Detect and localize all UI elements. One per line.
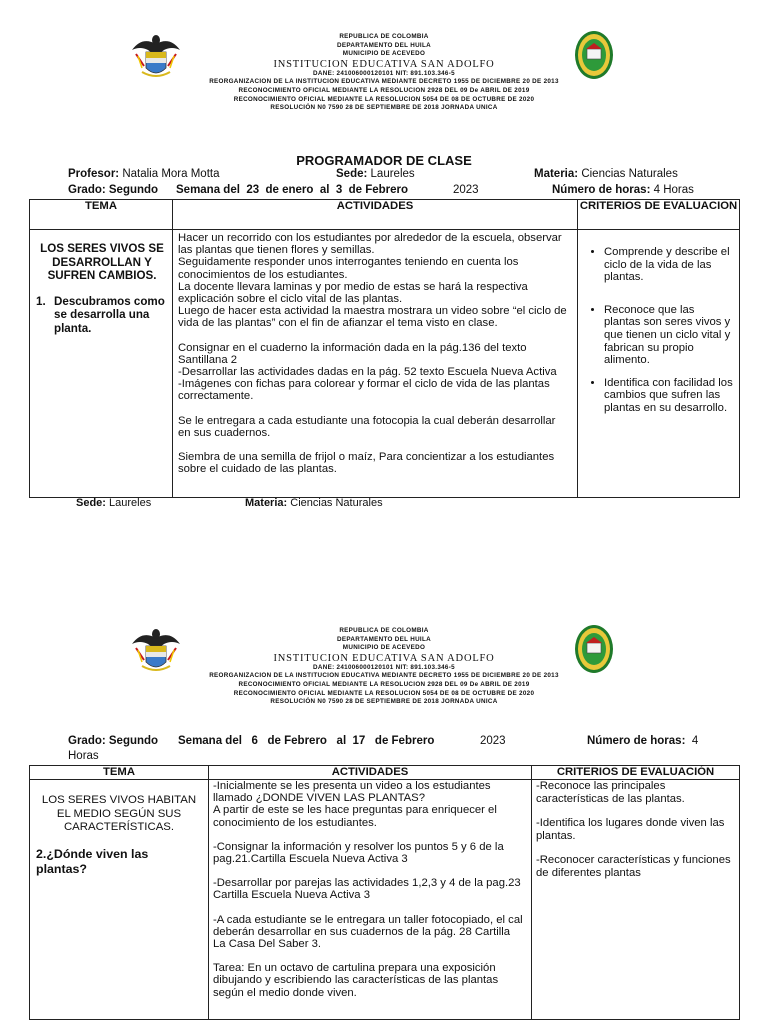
semana-al: al	[319, 184, 330, 196]
criterio-item: -Reconoce las principales características de las plantas.	[536, 780, 685, 805]
resolution-line: RESOLUCIÓN N0 7590 28 DE SEPTIEMBRE DE 2018 JORNADA UNICA	[270, 698, 498, 706]
institution-name: INSTITUCION EDUCATIVA SAN ADOLFO	[273, 652, 495, 664]
horas-value: 4 Horas	[653, 184, 694, 196]
year: 2023	[480, 735, 506, 747]
teacher-info	[68, 168, 219, 180]
actividades-cell	[173, 230, 578, 498]
resolution-line: RECONOCIMIENTO OFICIAL MEDIANTE LA RESOLUCION 5054 DE 08 DE OCTUBRE DE 2020	[233, 689, 535, 697]
semana-label: Semana del	[176, 184, 240, 196]
semana-month-start: de enero	[265, 184, 314, 196]
resolution-line: RECONOCIMIENTO OFICIAL MEDIANTE LA RESOLUCION 5054 DE 08 DE OCTUBRE DE 2020	[233, 95, 535, 103]
actividad-text: -Inicialmente se les presenta un video a los estudiantes llamado ¿DONDE VIVEN LAS PLANTAS?	[213, 780, 491, 805]
actividad-text: A partir de este se les hace preguntas para enriquecer el conocimiento de los estudiantes.	[213, 804, 497, 829]
resolution-line: REORGANIZACION DE LA INSTITUCION EDUCATIVA MEDIANTE DECRETO 1955 DE DICIEMBRE 20 DE 2013	[209, 672, 559, 680]
semana-range	[176, 184, 408, 196]
footer-materia	[245, 497, 383, 509]
horas-value: 4	[691, 735, 699, 747]
sede-label: Sede:	[336, 168, 368, 180]
tema-item-text: Descubramos como se desarrolla una planta.	[54, 294, 165, 335]
criterio-item: -Identifica los lugares donde viven las plantas.	[536, 817, 725, 842]
grado: Grado: Segundo	[68, 184, 159, 196]
actividad-text: Hacer un recorrido con los estudiantes por alrededor de la escuela, observar las plantas que tienen flores y semillas.	[178, 232, 562, 257]
sede-info	[336, 168, 415, 180]
actividad-text: Siembra de una semilla de frijol o maíz, Para concientizar a los estudiantes sobre el cuidado de las plantas.	[178, 451, 555, 476]
col-header-criterios: CRITERIOS DE EVALUACIÓN	[532, 766, 740, 780]
actividades-cell	[209, 780, 532, 1020]
header-line: MUNICIPIO DE ACEVEDO	[342, 50, 426, 58]
institution-name: INSTITUCION EDUCATIVA SAN ADOLFO	[273, 58, 495, 70]
horas-label: Número de horas:	[552, 184, 651, 196]
profesor-label: Profesor:	[68, 168, 120, 180]
tema-item	[36, 295, 168, 336]
criterios-cell	[532, 780, 740, 1020]
materia-label: Materia:	[534, 168, 579, 180]
footer-sede-label: Sede:	[76, 497, 106, 509]
plan-table	[29, 199, 740, 498]
col-header-actividades: ACTIVIDADES	[173, 200, 578, 230]
col-header-criterios: CRITERIOS DE EVALUACION	[578, 200, 740, 230]
semana-label: Semana del	[178, 735, 242, 747]
footer-sede	[76, 497, 151, 509]
semana-day-end: 17	[352, 735, 366, 747]
horas-info	[587, 735, 698, 747]
criterio-item: • Identifica con facilidad los cambios que sufren las plantas en su desarrollo.	[604, 377, 733, 415]
semana-month-end: de Febrero	[348, 184, 409, 196]
semana-month-end: de Febrero	[374, 735, 435, 747]
materia-info	[534, 168, 678, 180]
semana-al: al	[336, 735, 347, 747]
sede-value: Laureles	[370, 168, 415, 180]
semana-day-end: 3	[335, 184, 343, 196]
criterio-item: • Reconoce que las plantas son seres vivos y que tienen un ciclo vital y fabrican su propio alimento.	[604, 304, 733, 367]
profesor-name: Natalia Mora Motta	[122, 168, 220, 180]
semana-day-start: 6	[251, 735, 258, 747]
tema-title: LOS SERES VIVOS SE DESARROLLAN Y SUFREN CAMBIOS.	[40, 242, 164, 282]
col-header-actividades: ACTIVIDADES	[209, 766, 532, 780]
grado: Grado: Segundo	[68, 735, 159, 747]
semana-month-start: de Febrero	[267, 735, 327, 747]
tema-title: LOS SERES VIVOS HABITAN EL MEDIO SEGÚN SUS CARACTERÍSTICAS.	[41, 794, 197, 833]
footer-materia-value: Ciencias Naturales	[290, 497, 383, 509]
actividad-text: -Desarrollar por parejas las actividades 1,2,3 y 4 de la pag.23 Cartilla Escuela Nueva Activa 3	[213, 877, 521, 902]
horas-label: Número de horas:	[587, 735, 686, 747]
dane-nit: DANE: 241006000120101 NIT: 891.103.346-5	[313, 663, 455, 671]
actividad-text: Luego de hacer esta actividad la maestra mostrara un video sobre “el ciclo de vida de las plantas” con el fin de afianzar el tema visto en clase.	[178, 305, 567, 330]
tema-cell	[30, 230, 173, 498]
actividad-text: La docente llevara laminas y por medio de estas se hará la respectiva explicación sobre el ciclo vital de las plantas.	[178, 280, 528, 306]
dane-nit: DANE: 241006000120101 NIT: 891.103.346-5	[313, 69, 455, 77]
year: 2023	[453, 184, 479, 196]
semana-day-start: 23	[246, 184, 260, 196]
resolution-line: RECONOCIMIENTO OFICIAL MEDIANTE LA RESOLUCION 2928 DEL 09 De ABRIL DE 2019	[238, 86, 530, 94]
header-line: DEPARTAMENTO DEL HUILA	[337, 635, 431, 643]
page-title: PROGRAMADOR DE CLASE	[296, 153, 472, 168]
col-header-tema: TEMA	[30, 200, 173, 230]
semana-range	[178, 735, 434, 747]
actividad-text: -Imágenes con fichas para colorear y formar el ciclo de vida de las plantas correctamente.	[178, 378, 550, 403]
resolution-line: RECONOCIMIENTO OFICIAL MEDIANTE LA RESOLUCION 2928 DEL 09 De ABRIL DE 2019	[238, 680, 530, 688]
resolution-line: REORGANIZACION DE LA INSTITUCION EDUCATIVA MEDIANTE DECRETO 1955 DE DICIEMBRE 20 DE 2013	[209, 78, 559, 86]
institution-header	[150, 33, 618, 113]
actividad-text: Seguidamente responder unos interrogantes teniendo en cuenta los conocimientos de los estudiantes.	[178, 256, 519, 281]
actividad-text: Se le entregara a cada estudiante una fotocopia la cual deberán desarrollar en sus cuadernos.	[178, 414, 556, 439]
horas-wrap: Horas	[68, 750, 99, 762]
actividad-text: Consignar en el cuaderno la información dada en la pág.136 del texto Santillana 2	[178, 341, 527, 366]
header-line: MUNICIPIO DE ACEVEDO	[342, 644, 426, 652]
footer-sede-value: Laureles	[109, 497, 152, 509]
actividad-text: Tarea: En un octavo de cartulina prepara una exposición dibujando y escribiendo las características de las plantas según el medio donde viven.	[213, 962, 499, 999]
horas-info	[552, 184, 694, 196]
criterios-cell	[578, 230, 740, 498]
header-line: DEPARTAMENTO DEL HUILA	[337, 41, 431, 49]
tema-cell	[30, 780, 209, 1020]
col-header-tema: TEMA	[30, 766, 209, 780]
criterio-item: • Comprende y describe el ciclo de la vida de las plantas.	[604, 246, 733, 284]
actividad-text: -A cada estudiante se le entregara un taller fotocopiado, el cal deberán desarrollar en sus cuadernos de la pág. 28 Cartilla La Casa Del Saber 3.	[213, 913, 523, 951]
criterios-list	[582, 246, 733, 415]
actividad-text: -Desarrollar las actividades dadas en la pág. 52 texto Escuela Nueva Activa	[178, 366, 557, 379]
header-line: REPUBLICA DE COLOMBIA	[339, 627, 429, 634]
plan-table	[29, 765, 740, 1020]
tema-item-text: 2.¿Dónde viven las plantas?	[36, 846, 149, 876]
institution-header	[150, 627, 618, 707]
header-line: REPUBLICA DE COLOMBIA	[339, 33, 429, 40]
resolution-line: RESOLUCIÓN N0 7590 28 DE SEPTIEMBRE DE 2018 JORNADA UNICA	[270, 104, 498, 112]
actividad-text: -Consignar la información y resolver los puntos 5 y 6 de la pag.21.Cartilla Escuela Nueva Activa 3	[213, 840, 504, 866]
footer-materia-label: Materia:	[245, 497, 288, 509]
tema-number: 1.	[36, 294, 46, 308]
materia-value: Ciencias Naturales	[581, 168, 678, 180]
criterio-item: -Reconocer características y funciones de diferentes plantas	[536, 854, 731, 879]
